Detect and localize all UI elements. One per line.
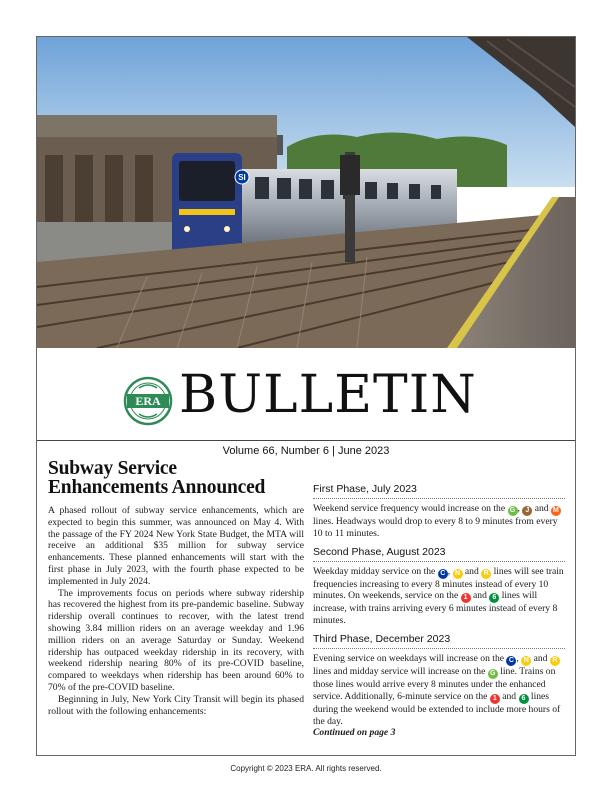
r-line-bullet-icon: R xyxy=(481,569,491,579)
n-line-bullet-icon: N xyxy=(453,569,463,579)
c-line-bullet-icon: C xyxy=(438,569,448,579)
c-line-bullet-icon: C xyxy=(506,656,516,666)
issue-line: Volume 66, Number 6 | June 2023 xyxy=(222,445,390,457)
phase-3-text: Evening service on weekdays will increase on the C , N and R lines and midday service will increase on the G line. Trains on those lines would arrive every 8 minutes under the enhanced service. Additionally, 6-minute service on the 1 and 6 lines during the weekend would be extended to include more hours of the day. Continued on page 3 xyxy=(313,652,561,739)
headline-line-1: Subway Service xyxy=(48,458,177,479)
svg-text:ERA: ERA xyxy=(135,394,161,408)
article-paragraph-3: Beginning in July, New York City Transit will begin its phased rollout with the following enhancements: xyxy=(48,693,304,717)
6-line-bullet-icon: 6 xyxy=(519,694,529,704)
r-line-bullet-icon: R xyxy=(550,656,560,666)
masthead-divider xyxy=(37,440,575,441)
article-headline xyxy=(48,459,304,497)
g-line-bullet-icon: G xyxy=(508,506,518,516)
cover-photo xyxy=(37,37,575,348)
phase-2-title: Second Phase, August 2023 xyxy=(313,545,446,558)
phase-1-divider xyxy=(313,498,565,499)
article-column xyxy=(48,459,304,717)
j-line-bullet-icon: J xyxy=(522,506,532,516)
phases-column xyxy=(313,483,565,745)
6-line-bullet-icon: 6 xyxy=(489,593,499,603)
train-route-badge: SI xyxy=(238,173,246,182)
headline-line-2: Enhancements Announced xyxy=(48,477,266,498)
newsletter-page xyxy=(36,36,576,756)
n-line-bullet-icon: N xyxy=(521,656,531,666)
phase-2-text: Weekday midday service on the C , N and R lines will see train frequencies increasing to every 8 minutes instead of every 10 minutes. On weekends, service on the 1 and 6 lines will increase, with trains arriving every 6 minutes instead of every 8 minutes. xyxy=(313,565,564,627)
1-line-bullet-icon: 1 xyxy=(490,694,500,704)
phase-1-title: First Phase, July 2023 xyxy=(313,483,417,495)
phase-2-divider xyxy=(313,561,565,562)
g-line-bullet-icon: G xyxy=(488,669,498,679)
article-paragraph-2: The improvements focus on periods where subway ridership has recovered the highest from its pre-pandemic baseline. Subway ridership overall continues to recover, with the latest trend showing 3.84 million riders on an average weekday and 1.96 million riders on an average Saturday or Sunday. Weekend ridership has outpaced weekday ridership in its recovery, with weekend ridership nearing 80% of its pre-COVID baseline, compared to weekdays when ridership has been around 60% to 70% of the pre-COVID baseline. xyxy=(48,587,304,693)
era-logo xyxy=(123,376,173,426)
article-paragraph-1: A phased rollout of subway service enhancements, which are expected to begin this summer, was announced on May 4. With the passage of the FY 2024 New York State Budget, the MTA will receive an additional $35 million for subway service enhancements. These planned enhancements will start with the first phase in July 2023, with the fourth phase expected to be implemented in July 2024. xyxy=(48,505,304,587)
phase-3-title: Third Phase, December 2023 xyxy=(313,632,451,645)
continued-link[interactable]: Continued on page 3 xyxy=(313,727,396,739)
1-line-bullet-icon: 1 xyxy=(461,593,471,603)
masthead-title: BULLETIN xyxy=(179,365,477,425)
article-body xyxy=(48,505,304,717)
phase-1-text: Weekend service frequency would increase on the G , J and M lines. Headways would drop to every 8 to 9 minutes from every 10 to 11 minutes. xyxy=(313,503,565,540)
masthead xyxy=(37,348,575,468)
footer-copyright: Copyright © 2023 ERA. All rights reserved. xyxy=(230,764,382,773)
phase-3-divider xyxy=(313,648,565,649)
m-line-bullet-icon: M xyxy=(551,506,561,516)
